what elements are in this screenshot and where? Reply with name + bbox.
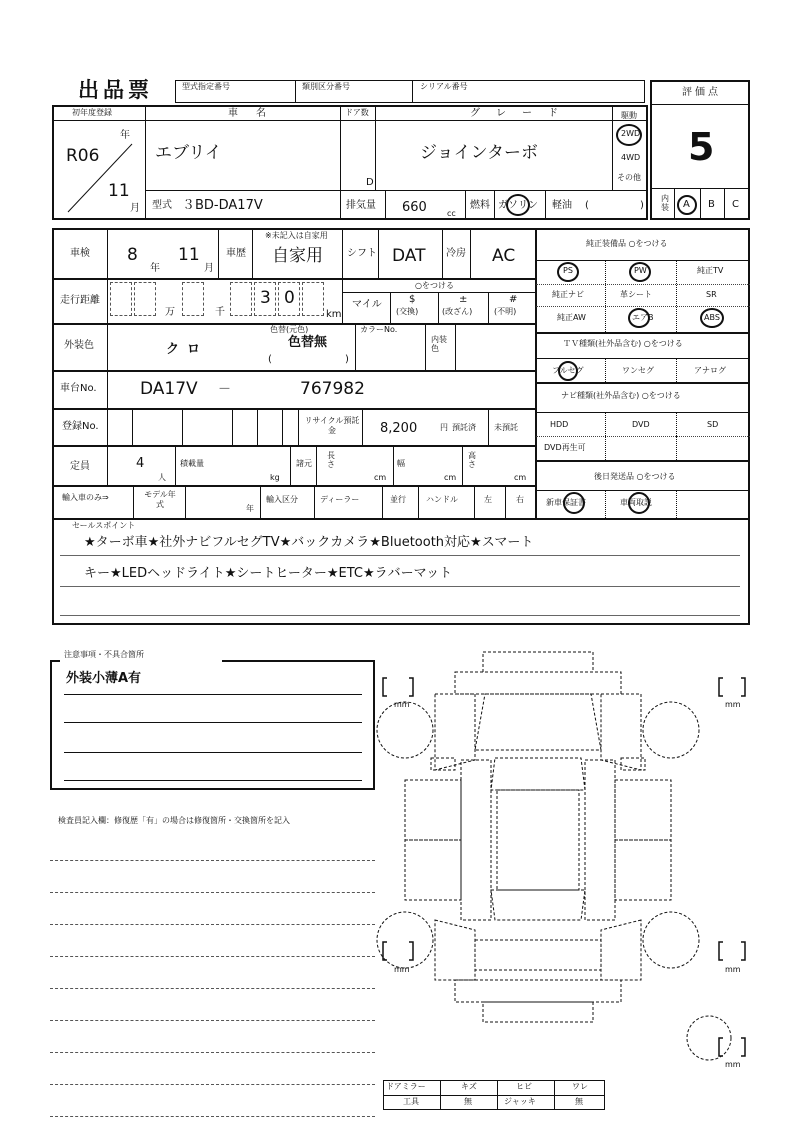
mm-spare: mm <box>725 1060 741 1069</box>
recycle-label: リサイクル預託金 <box>304 416 360 435</box>
length-label: 長さ <box>327 451 335 469</box>
steering-label: ハンドル <box>426 495 458 504</box>
tv-fullseg-circle <box>558 361 578 381</box>
reg-label: 登録No. <box>62 421 99 432</box>
sales-line2: キー★LEDヘッドライト★シートヒーター★ETC★ラバーマット <box>84 566 453 581</box>
navi-hdd: HDD <box>550 420 569 429</box>
equip-sr: SR <box>706 290 717 299</box>
genuine-label: 純正装備品 ○をつける <box>586 239 668 248</box>
interior-a: A <box>683 199 690 210</box>
legend-jack-value: 無 <box>575 1097 583 1106</box>
later-label: 後日発送品 ○をつける <box>594 472 676 481</box>
mileage-digit2: 0 <box>284 288 295 308</box>
tv-label: ＴＶ種類(社外品含む) ○をつける <box>563 339 683 348</box>
inspection-year-unit: 年 <box>150 263 160 274</box>
first-reg-month: 11 <box>108 181 130 201</box>
displacement-label: 排気量 <box>346 200 376 211</box>
later-manual: 車両取説 <box>620 498 652 507</box>
height-cm: cm <box>514 473 527 482</box>
mm-front-left: mm <box>394 700 410 709</box>
legend-break: ワレ <box>572 1082 588 1091</box>
dealer-option: ディーラー <box>320 495 360 504</box>
interior-b: B <box>708 199 715 210</box>
navi-dvd: DVD <box>632 420 650 429</box>
year-unit: 年 <box>120 130 130 141</box>
chassis-prefix: DA17V <box>140 379 198 399</box>
equip-leather: 革シート <box>620 290 652 299</box>
drive-other: その他 <box>617 173 641 182</box>
notes-label: 注意事項・不具合箇所 <box>64 650 144 659</box>
notes-text: 外装小薄A有 <box>66 671 142 686</box>
load-label: 積載量 <box>180 459 204 468</box>
drive-4wd: 4WD <box>621 153 641 162</box>
exchange-sym: $ <box>409 294 416 305</box>
history-label: 車歴 <box>226 248 246 259</box>
height-label: 高さ <box>468 451 476 469</box>
recycle-unit: 円 <box>440 423 448 432</box>
drive-label: 駆動 <box>621 111 637 120</box>
type-approval-label: 型式指定番号 <box>182 82 230 91</box>
recycle-amount: 8,200 <box>380 421 418 436</box>
car-diagram <box>375 640 760 1080</box>
steering-right: 右 <box>516 495 524 504</box>
exchange-option: (交換) <box>396 307 419 316</box>
legend-crack: ヒビ <box>516 1082 532 1091</box>
doors-label: ドア数 <box>345 108 369 117</box>
equip-airbag-circle <box>628 308 650 328</box>
category-label: 類別区分番号 <box>302 82 350 91</box>
fuel-paren-open: ( <box>585 200 589 211</box>
mileage-km: km <box>326 309 342 320</box>
interior-c: C <box>732 199 739 210</box>
fuel-paren-close: ) <box>640 200 644 211</box>
recycle-unpaid: 未預託 <box>494 423 518 432</box>
shift-label: シフト <box>347 248 377 259</box>
mileage-digit-box <box>134 282 156 316</box>
equip-airbag: エアB <box>632 313 654 322</box>
equip-abs: ABS <box>704 313 720 322</box>
first-reg-year: R06 <box>66 146 100 166</box>
exterior-color: クロ <box>166 342 209 357</box>
dims-label: 諸元 <box>296 459 312 468</box>
mark-label: ○をつける <box>415 281 454 290</box>
sheet-title: 出品票 <box>78 78 153 102</box>
width-cm: cm <box>444 473 457 482</box>
length-cm: cm <box>374 473 387 482</box>
later-warranty: 新車保証書 <box>546 498 586 507</box>
fuel-light: 軽油 <box>552 200 572 211</box>
chassis-number: 767982 <box>300 379 365 399</box>
drive-2wd: 2WD <box>621 129 641 138</box>
first-reg-label: 初年度登録 <box>72 108 112 117</box>
mm-front-right: mm <box>725 700 741 709</box>
score-label: 評価点 <box>682 87 721 98</box>
chassis-label: 車台No. <box>60 383 97 394</box>
legend-mirror: ドアミラー <box>386 1082 426 1091</box>
grade: ジョインターボ <box>420 143 538 163</box>
import-label: 輸入車のみ⇒ <box>62 493 109 502</box>
inspection-month: 11 <box>178 245 200 265</box>
equip-ps: PS <box>563 266 573 275</box>
legend-jack: ジャッキ <box>504 1097 536 1106</box>
equip-pw-circle <box>629 262 651 282</box>
width-label: 幅 <box>397 459 405 468</box>
tv-analog: アナログ <box>694 366 726 375</box>
equip-navi: 純正ナビ <box>552 290 584 299</box>
unknown-option: (不明) <box>494 307 517 316</box>
recycle-paid: 預託済 <box>452 423 476 432</box>
ac: AC <box>492 246 516 266</box>
cc-unit: cc <box>447 209 456 218</box>
equip-abs-circle <box>700 308 724 328</box>
equip-tv: 純正TV <box>697 266 724 275</box>
mileage-digit-box <box>110 282 132 316</box>
load-kg: kg <box>270 473 280 482</box>
sales-line1: ★ターボ車★社外ナビフルセグTV★バックカメラ★Bluetooth対応★スマート <box>84 535 534 550</box>
mileage-digit1: 3 <box>260 288 271 308</box>
color-label: 外装色 <box>64 340 94 351</box>
inspector-label: 検査員記入欄：修復歴「有」の場合は修復箇所・交換箇所を記入 <box>58 816 290 825</box>
inspection-label: 車検 <box>70 248 90 259</box>
model-year-label: モデル年式 <box>144 490 176 509</box>
mm-rear-left: mm <box>394 965 410 974</box>
navi-sd: SD <box>707 420 719 429</box>
parallel-option: 並行 <box>390 495 406 504</box>
mileage-sen: 千 <box>215 307 225 318</box>
color-no-label: カラーNo. <box>360 325 398 334</box>
mileage-man: 万 <box>165 307 175 318</box>
tv-fullseg: フルセグ <box>552 366 584 375</box>
tv-oneseg: ワンセグ <box>622 366 654 375</box>
model-year-unit: 年 <box>246 504 254 513</box>
capacity-label: 定員 <box>70 461 90 472</box>
color-paren-open: ( <box>268 354 272 365</box>
import-type-label: 輸入区分 <box>266 495 298 504</box>
mileage-digit-box <box>182 282 204 316</box>
capacity-unit: 人 <box>158 473 166 482</box>
drive-2wd-circle <box>616 124 642 146</box>
car-name: エブリイ <box>155 143 222 163</box>
fuel-gasoline: ガソリン <box>498 200 538 211</box>
mileage-digit-box <box>302 282 324 316</box>
legend-scratch: キズ <box>461 1082 477 1091</box>
shift: DAT <box>392 246 426 266</box>
steering-left: 左 <box>484 495 492 504</box>
color-change: 色替無 <box>288 335 328 350</box>
model-label: 型式 <box>152 200 172 211</box>
navi-dvd-play: DVD再生可 <box>544 443 586 452</box>
legend-tools: 工具 <box>403 1097 419 1106</box>
altered-option: (改ざん) <box>442 307 473 316</box>
grade-label: グレード <box>470 108 574 119</box>
interior-a-circle <box>677 195 697 215</box>
score-value: 5 <box>688 125 715 169</box>
car-name-label: 車名 <box>228 108 284 119</box>
model: ３BD-DA17V <box>182 198 263 213</box>
doors-suffix: D <box>366 177 374 188</box>
serial-label: シリアル番号 <box>420 82 468 91</box>
history-note: ※未記入は自家用 <box>265 231 328 240</box>
date-slash <box>60 140 140 220</box>
altered-sym: ± <box>459 294 468 305</box>
later-manual-circle <box>628 492 650 514</box>
later-warranty-circle <box>563 492 585 514</box>
history: 自家用 <box>272 246 323 266</box>
equip-ps-circle <box>557 262 579 282</box>
interior-color-label: 内装色 <box>431 335 447 353</box>
sales-label: セールスポイント <box>72 521 136 530</box>
navi-label: ナビ種類(社外品含む) ○をつける <box>561 391 681 400</box>
unknown-sym: # <box>509 294 518 305</box>
inspection-month-unit: 月 <box>204 263 214 274</box>
fuel-label: 燃料 <box>470 200 490 211</box>
mm-rear-right: mm <box>725 965 741 974</box>
inspection-year: 8 <box>127 245 138 265</box>
legend-tools-value: 無 <box>464 1097 472 1106</box>
mileage-digit-box <box>230 282 252 316</box>
interior-label: 内装 <box>661 194 669 212</box>
ac-label: 冷房 <box>446 248 466 259</box>
mile-option: マイル <box>352 299 382 310</box>
equip-pw: PW <box>634 266 647 275</box>
equip-aw: 純正AW <box>557 313 586 322</box>
mileage-label: 走行距離 <box>60 295 100 306</box>
month-unit: 月 <box>130 203 140 214</box>
color-change-label: 色替(元色) <box>270 325 309 334</box>
chassis-dash: － <box>218 382 232 397</box>
capacity: 4 <box>136 456 145 471</box>
color-paren-close: ) <box>345 354 349 365</box>
displacement: 660 <box>402 200 427 215</box>
header-id-boxes <box>175 80 645 103</box>
fuel-circle <box>506 194 530 216</box>
